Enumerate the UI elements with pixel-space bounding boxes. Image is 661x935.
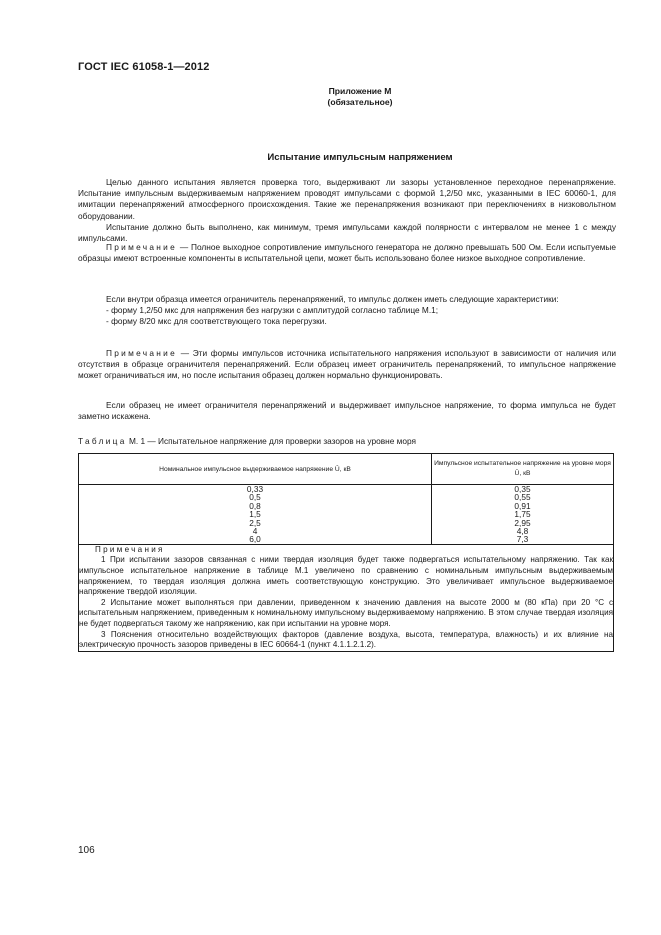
- notes-heading: Примечания: [95, 544, 165, 554]
- table-values-row: [79, 485, 614, 545]
- note-pulse-forms: [78, 348, 616, 382]
- table-note-3: 3 Пояснения относительно воздействующих факторов (давление воздуха, высота, температура, влажность) и их влияние на электрическую прочность зазоров приведены в IEC 60664-1 (пункт 4.1.1.2.1.2).: [79, 629, 613, 650]
- table-cell: 0,35: [514, 484, 531, 494]
- note-label: Примечание: [106, 242, 178, 252]
- column-header-test-voltage: Импульсное испытательное напряжение на уровне моря Û, кВ: [432, 454, 614, 485]
- section-title: Испытание импульсным напряжением: [267, 152, 453, 163]
- paragraph-pulses: Испытание должно быть выполнено, как минимум, тремя импульсами каждой полярности с интервалом не менее 1 с между импульсами.: [78, 221, 616, 244]
- table-cell: 0,91: [514, 500, 531, 511]
- table-cell: 0,33: [246, 484, 264, 494]
- table-cell: 0,8: [249, 500, 261, 511]
- note-label: Примечание: [106, 348, 178, 358]
- rated-voltage-column: [79, 485, 432, 545]
- table-cell: 0,55: [514, 492, 531, 503]
- note-text: — Эти формы импульсов источника испытательного напряжения используют в зависимости от наличия или отсутствия в образце ограничителя перенапряжений. Если образец имеет ограничитель перенапряжений, то импульсное напряжение может ограничиваться им, но после испытания образец должен нормально функционировать.: [78, 348, 616, 381]
- body-block-2: [78, 294, 616, 328]
- paragraph-no-limiter: Если образец не имеет ограничителя перенапряжений и выдерживает импульсное напряжение, то форма импульса не будет заметно искажена.: [78, 400, 616, 422]
- table-caption-label: Таблица: [78, 436, 127, 446]
- table-cell: 2,5: [249, 517, 261, 528]
- table-cell: 6,0: [249, 534, 261, 545]
- table-cell: 1,5: [249, 509, 261, 520]
- list-item: - форму 8/20 мкс для соответствующего тока перегрузки.: [106, 316, 327, 327]
- body-block-3: [78, 400, 616, 422]
- table-notes-row: [79, 544, 614, 651]
- table-caption: [78, 436, 416, 446]
- table-notes: [79, 544, 614, 651]
- list-item: - форму 1,2/50 мкс для напряжения без нагрузки с амплитудой согласно таблице М.1;: [106, 305, 439, 316]
- table-note-1: 1 При испытании зазоров связанная с ними твердая изоляция будет также подвергаться испытательному напряжению. Так как импульсное испытательное напряжение в таблице М.1 увеличено по сравнению с номинальным импульсным выдерживаемым напряжением, то твердая изоляция должна иметь соответствующую конструкцию. Это увеличивает импульсное выдерживаемое напряжение твердой изоляции.: [79, 555, 613, 597]
- paragraph-purpose: Целью данного испытания является проверка того, выдерживают ли зазоры установленное переходное перенапряжение. Испытание импульсным выдерживаемым напряжением проводят импульсами с формой 1,2/50 мкс, указанными в IEC 60060-1, для имитации перенапряжений атмосферного происхождения. Такие же перенапряжения возникают при переключениях в низковольтном оборудовании.: [78, 177, 616, 221]
- body-block-1: [78, 177, 616, 244]
- annex-title: Приложение М: [328, 86, 392, 96]
- table-cell: 1,75: [514, 509, 531, 520]
- table-cell: 2,95: [514, 517, 531, 528]
- page-number: 106: [78, 845, 95, 856]
- column-header-rated-voltage: Номинальное импульсное выдерживаемое напряжение Û, кВ: [79, 454, 432, 485]
- note-block-1: [78, 242, 616, 264]
- annex-status: (обязательное): [327, 97, 393, 107]
- table-cell: 4,8: [516, 526, 529, 537]
- annex-heading: [200, 86, 520, 108]
- note-generator-resistance: [78, 242, 616, 264]
- table-header-row: [79, 454, 614, 485]
- table-cell: 4: [252, 526, 258, 537]
- document-header: ГОСТ IEC 61058-1—2012: [78, 61, 210, 73]
- table-cell: 7,3: [516, 534, 529, 545]
- table-note-2: 2 Испытание может выполняться при давлении, приведенном к значению давления на высоте 2000 м (80 кПа) при 20 °С с испытательным напряжением, приведенным к номинальному импульсному выдерживаемому напряжению. В этом случае твердая изоляция не будет подвергаться такому же напряжению, как при испытании на уровне моря.: [79, 597, 613, 628]
- test-voltage-column: [432, 485, 614, 545]
- note-text: — Полное выходное сопротивление импульсного генератора не должно превышать 500 Ом. Если испытуемые образцы имеют встроенные компоненты в испытательной цепи, может быть использовано более низкое выходное сопротивление.: [78, 242, 616, 264]
- note-block-2: [78, 348, 616, 382]
- table-cell: 0,5: [249, 492, 261, 503]
- paragraph-surge-limiter: Если внутри образца имеется ограничитель перенапряжений, то импульс должен иметь следующие характеристики:: [106, 294, 559, 304]
- voltage-table: [78, 453, 614, 652]
- table-caption-text: М. 1 — Испытательное напряжение для проверки зазоров на уровне моря: [126, 436, 416, 446]
